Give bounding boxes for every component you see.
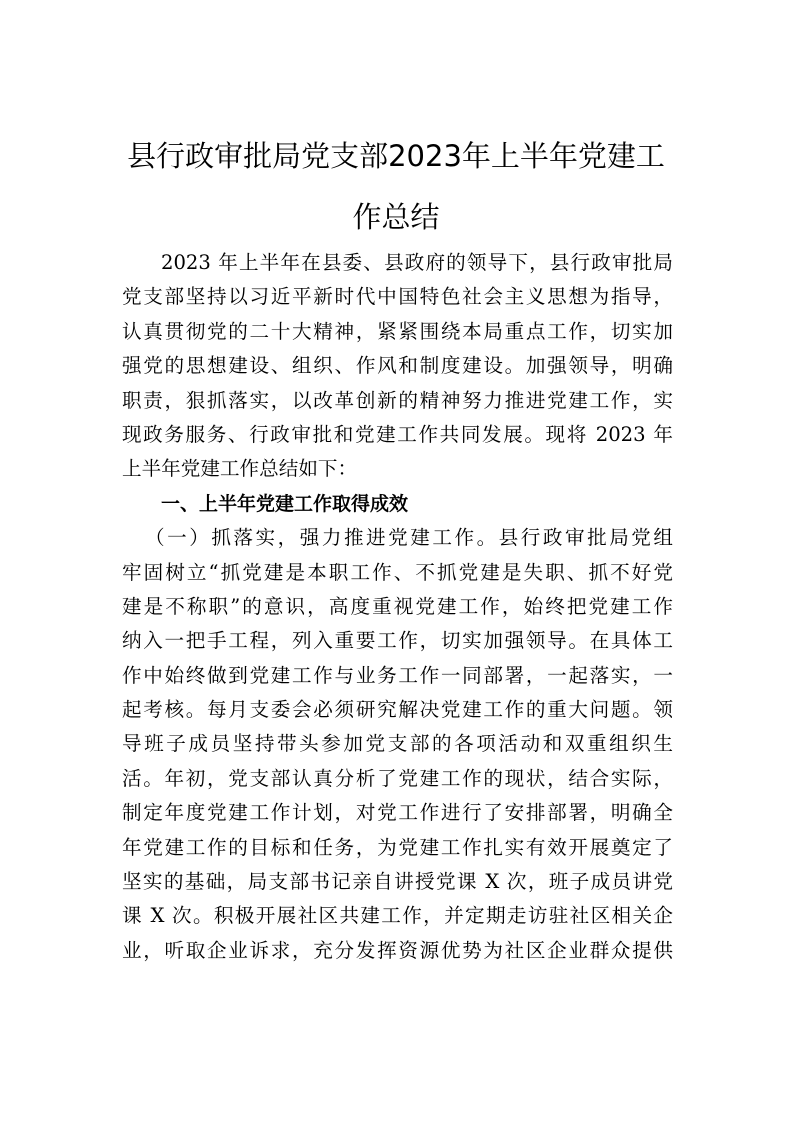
paragraph-line: 现政务服务、行政审批和党建工作共同发展。现将 2023 年	[122, 422, 673, 446]
paragraph-line: 活。年初，党支部认真分析了党建工作的现状，结合实际，	[122, 766, 673, 790]
paragraph-line: 建是不称职”的意识，高度重视党建工作，始终把党建工作	[122, 594, 673, 618]
paragraph-line: 课 X 次。积极开展社区共建工作，并定期走访驻社区相关企	[122, 904, 673, 928]
paragraph-line: 上半年党建工作总结如下：	[122, 457, 358, 481]
paragraph-line: 职责，狠抓落实，以改革创新的精神努力推进党建工作，实	[122, 388, 673, 412]
paragraph-line: 2023 年上半年在县委、县政府的领导下，县行政审批局	[161, 251, 673, 274]
paragraph-line: 业，听取企业诉求，充分发挥资源优势为社区企业群众提供	[122, 938, 673, 962]
paragraph-line: 作中始终做到党建工作与业务工作一同部署，一起落实，一	[122, 663, 673, 687]
paragraph-line: 坚实的基础，局支部书记亲自讲授党课 X 次，班子成员讲党	[122, 870, 673, 894]
paragraph-line: 纳入一把手工程，列入重要工作，切实加强领导。在具体工	[122, 629, 673, 653]
paragraph-line: 牢固树立“抓党建是本职工作、不抓党建是失职、抓不好党	[122, 560, 673, 584]
intro-paragraph	[122, 246, 673, 487]
paragraph-line: 制定年度党建工作计划，对党工作进行了安排部署，明确全	[122, 801, 673, 825]
section-heading: 一、上半年党建工作取得成效	[161, 492, 409, 515]
paragraph-line: 党支部坚持以习近平新时代中国特色社会主义思想为指导，	[122, 285, 673, 309]
section-1-1-paragraph	[122, 521, 673, 968]
paragraph-line: 起考核。每月支委会必须研究解决党建工作的重大问题。领	[122, 698, 673, 722]
title-line-1: 县行政审批局党支部2023年上半年党建工	[127, 139, 665, 173]
document-title	[118, 135, 674, 238]
paragraph-line: 强党的思想建设、组织、作风和制度建设。加强领导，明确	[122, 354, 673, 378]
paragraph-line: 认真贯彻党的二十大精神，紧紧围绕本局重点工作，切实加	[122, 319, 673, 343]
paragraph-line: 导班子成员坚持带头参加党支部的各项活动和双重组织生	[122, 732, 673, 756]
title-line-2: 作总结	[352, 200, 440, 234]
paragraph-line: 年党建工作的目标和任务，为党建工作扎实有效开展奠定了	[122, 835, 673, 859]
document-body	[122, 246, 673, 968]
paragraph-line: （一）抓落实，强力推进党建工作。县行政审批局党组	[145, 526, 673, 550]
